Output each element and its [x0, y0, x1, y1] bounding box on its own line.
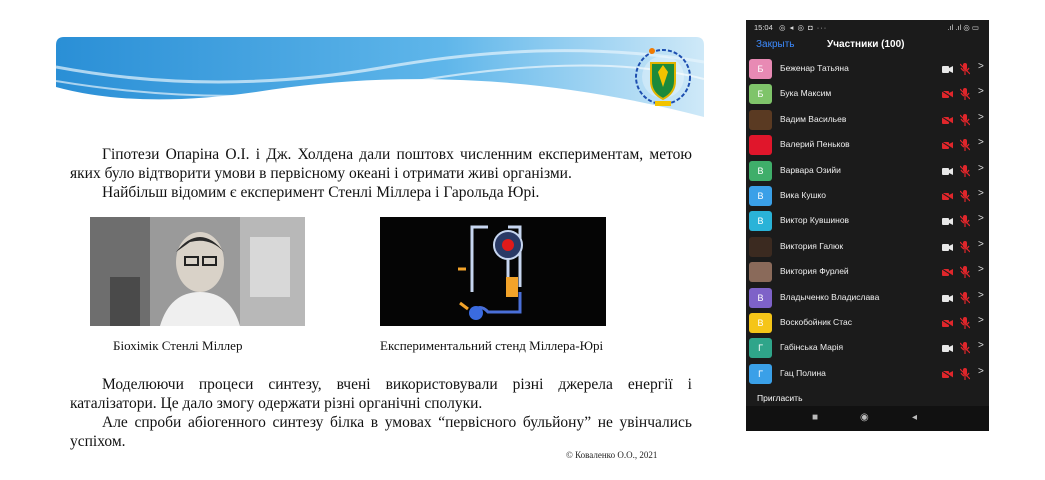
- chevron-right-icon[interactable]: >: [978, 86, 984, 98]
- avatar: [749, 110, 772, 130]
- participant-row[interactable]: [746, 159, 989, 184]
- miller-urey-apparatus-photo: [380, 217, 606, 326]
- home-icon[interactable]: ◉: [860, 412, 869, 423]
- mic-muted-icon: [960, 114, 970, 126]
- chevron-right-icon[interactable]: >: [978, 137, 984, 149]
- chevron-right-icon[interactable]: >: [978, 188, 984, 199]
- participant-name: Виктория Фурлей: [780, 266, 849, 277]
- participant-name: Виктория Галюк: [780, 240, 844, 251]
- avatar: В: [749, 211, 772, 231]
- chevron-right-icon[interactable]: >: [978, 365, 984, 377]
- participant-name: Вика Кушко: [780, 190, 826, 200]
- video-camera-off-icon: [942, 320, 953, 327]
- participant-row[interactable]: [746, 311, 989, 336]
- chevron-right-icon[interactable]: >: [978, 264, 984, 276]
- participant-name: Вадим Васильев: [780, 113, 847, 124]
- paragraph-experiment: Найбільш відомим є експеримент Стенлі Міллера і Гарольда Юрі.: [102, 184, 540, 201]
- paragraph-abiogenic: Але спроби абіогенного синтезу білка в умовах “первісного бульйону” не увінчались успіхом.: [70, 414, 692, 450]
- video-camera-off-icon: [942, 142, 953, 149]
- chevron-right-icon[interactable]: >: [978, 238, 984, 250]
- participant-row[interactable]: [746, 133, 989, 158]
- chevron-right-icon[interactable]: >: [978, 340, 984, 352]
- mic-muted-icon: [960, 368, 970, 380]
- avatar: Б: [749, 84, 772, 104]
- caption-apparatus: Експериментальний стенд Міллера-Юрі: [380, 338, 604, 353]
- mic-muted-icon: [960, 317, 970, 329]
- avatar: [749, 135, 772, 155]
- video-camera-icon: [942, 345, 953, 352]
- caption-miller: Біохімік Стенлі Міллер: [113, 338, 243, 353]
- chevron-right-icon[interactable]: >: [978, 61, 984, 72]
- status-time: 15:04: [754, 23, 773, 32]
- video-camera-icon: [942, 66, 953, 73]
- video-camera-icon: [942, 244, 953, 251]
- participant-row[interactable]: [746, 235, 989, 260]
- avatar: В: [749, 313, 772, 333]
- chevron-right-icon[interactable]: >: [978, 213, 984, 225]
- mic-muted-icon: [960, 266, 970, 278]
- status-bar: [746, 20, 989, 34]
- video-camera-off-icon: [942, 269, 953, 276]
- chevron-right-icon[interactable]: >: [978, 162, 984, 174]
- participant-name: Валерий Пеньков: [780, 139, 850, 150]
- chevron-right-icon[interactable]: >: [978, 315, 984, 326]
- participant-row[interactable]: [746, 82, 989, 107]
- avatar: В: [749, 288, 772, 308]
- video-camera-off-icon: [942, 193, 953, 200]
- android-nav-bar: [746, 406, 989, 431]
- paragraph-hypotheses: Гіпотези Опаріна О.І. і Дж. Холдена дали поштовх численним експериментам, метою яких було відтворити умови в первісному океані і отримати живі організми.: [70, 146, 692, 182]
- back-icon[interactable]: ◂: [912, 412, 918, 423]
- participant-row[interactable]: [746, 362, 989, 387]
- participant-name: Гац Полина: [780, 367, 826, 378]
- recents-icon[interactable]: ■: [812, 412, 819, 423]
- mic-muted-icon: [960, 190, 970, 202]
- mic-muted-icon: [960, 292, 970, 304]
- avatar: В: [749, 186, 772, 206]
- participant-name: Бука Максим: [780, 88, 832, 99]
- avatar: Г: [749, 364, 772, 384]
- mic-muted-icon: [960, 88, 970, 100]
- participant-name: Габінська Марія: [780, 342, 844, 353]
- participant-row[interactable]: [746, 209, 989, 234]
- participant-row[interactable]: [746, 184, 989, 209]
- participant-name: Беженар Татьяна: [780, 63, 849, 73]
- avatar: Г: [749, 338, 772, 358]
- mic-muted-icon: [960, 342, 970, 354]
- avatar: Б: [749, 59, 772, 79]
- video-camera-off-icon: [942, 91, 953, 98]
- mic-muted-icon: [960, 63, 970, 75]
- participant-row[interactable]: [746, 260, 989, 285]
- participant-row[interactable]: [746, 57, 989, 82]
- video-camera-off-icon: [942, 371, 953, 378]
- invite-button[interactable]: Пригласить: [757, 393, 803, 403]
- participant-row[interactable]: [746, 108, 989, 133]
- video-camera-icon: [942, 218, 953, 225]
- mic-muted-icon: [960, 215, 970, 227]
- mic-muted-icon: [960, 139, 970, 151]
- copyright: © Коваленко О.О., 2021: [566, 450, 658, 460]
- paragraph-modeling: Моделюючи процеси синтезу, вчені використовували різні джерела енергії і каталізатори. Це дало змогу одержати різні органічні сполуки.: [70, 376, 692, 412]
- conclusion-text: [70, 375, 692, 451]
- signal-battery-icons: .ıl .ıl ◎ ▭: [947, 23, 979, 32]
- chevron-right-icon[interactable]: >: [978, 111, 984, 123]
- participant-row[interactable]: [746, 286, 989, 311]
- video-camera-icon: [942, 295, 953, 302]
- video-camera-off-icon: [942, 117, 953, 124]
- intro-text: [70, 145, 692, 202]
- miller-photo: [90, 217, 305, 326]
- participant-row[interactable]: [746, 336, 989, 361]
- participant-name: Варвара Озийи: [780, 164, 841, 175]
- avatar: В: [749, 161, 772, 181]
- slide-banner: [56, 37, 704, 117]
- chevron-right-icon[interactable]: >: [978, 289, 984, 301]
- panel-header: [746, 36, 989, 56]
- participant-name: Виктор Кувшинов: [780, 215, 850, 226]
- panel-title: Участники (100): [827, 39, 905, 50]
- mic-muted-icon: [960, 241, 970, 253]
- participant-name: Владыченко Владислава: [780, 291, 880, 302]
- participants-panel: [746, 20, 989, 431]
- mic-muted-icon: [960, 165, 970, 177]
- avatar: [749, 262, 772, 282]
- video-camera-icon: [942, 168, 953, 175]
- participant-name: Воскобойник Стас: [780, 317, 852, 327]
- avatar: [749, 237, 772, 257]
- close-button[interactable]: Закрыть: [756, 39, 795, 50]
- notification-icons: ◎ ◂ ◎ ◘ ···: [779, 23, 828, 32]
